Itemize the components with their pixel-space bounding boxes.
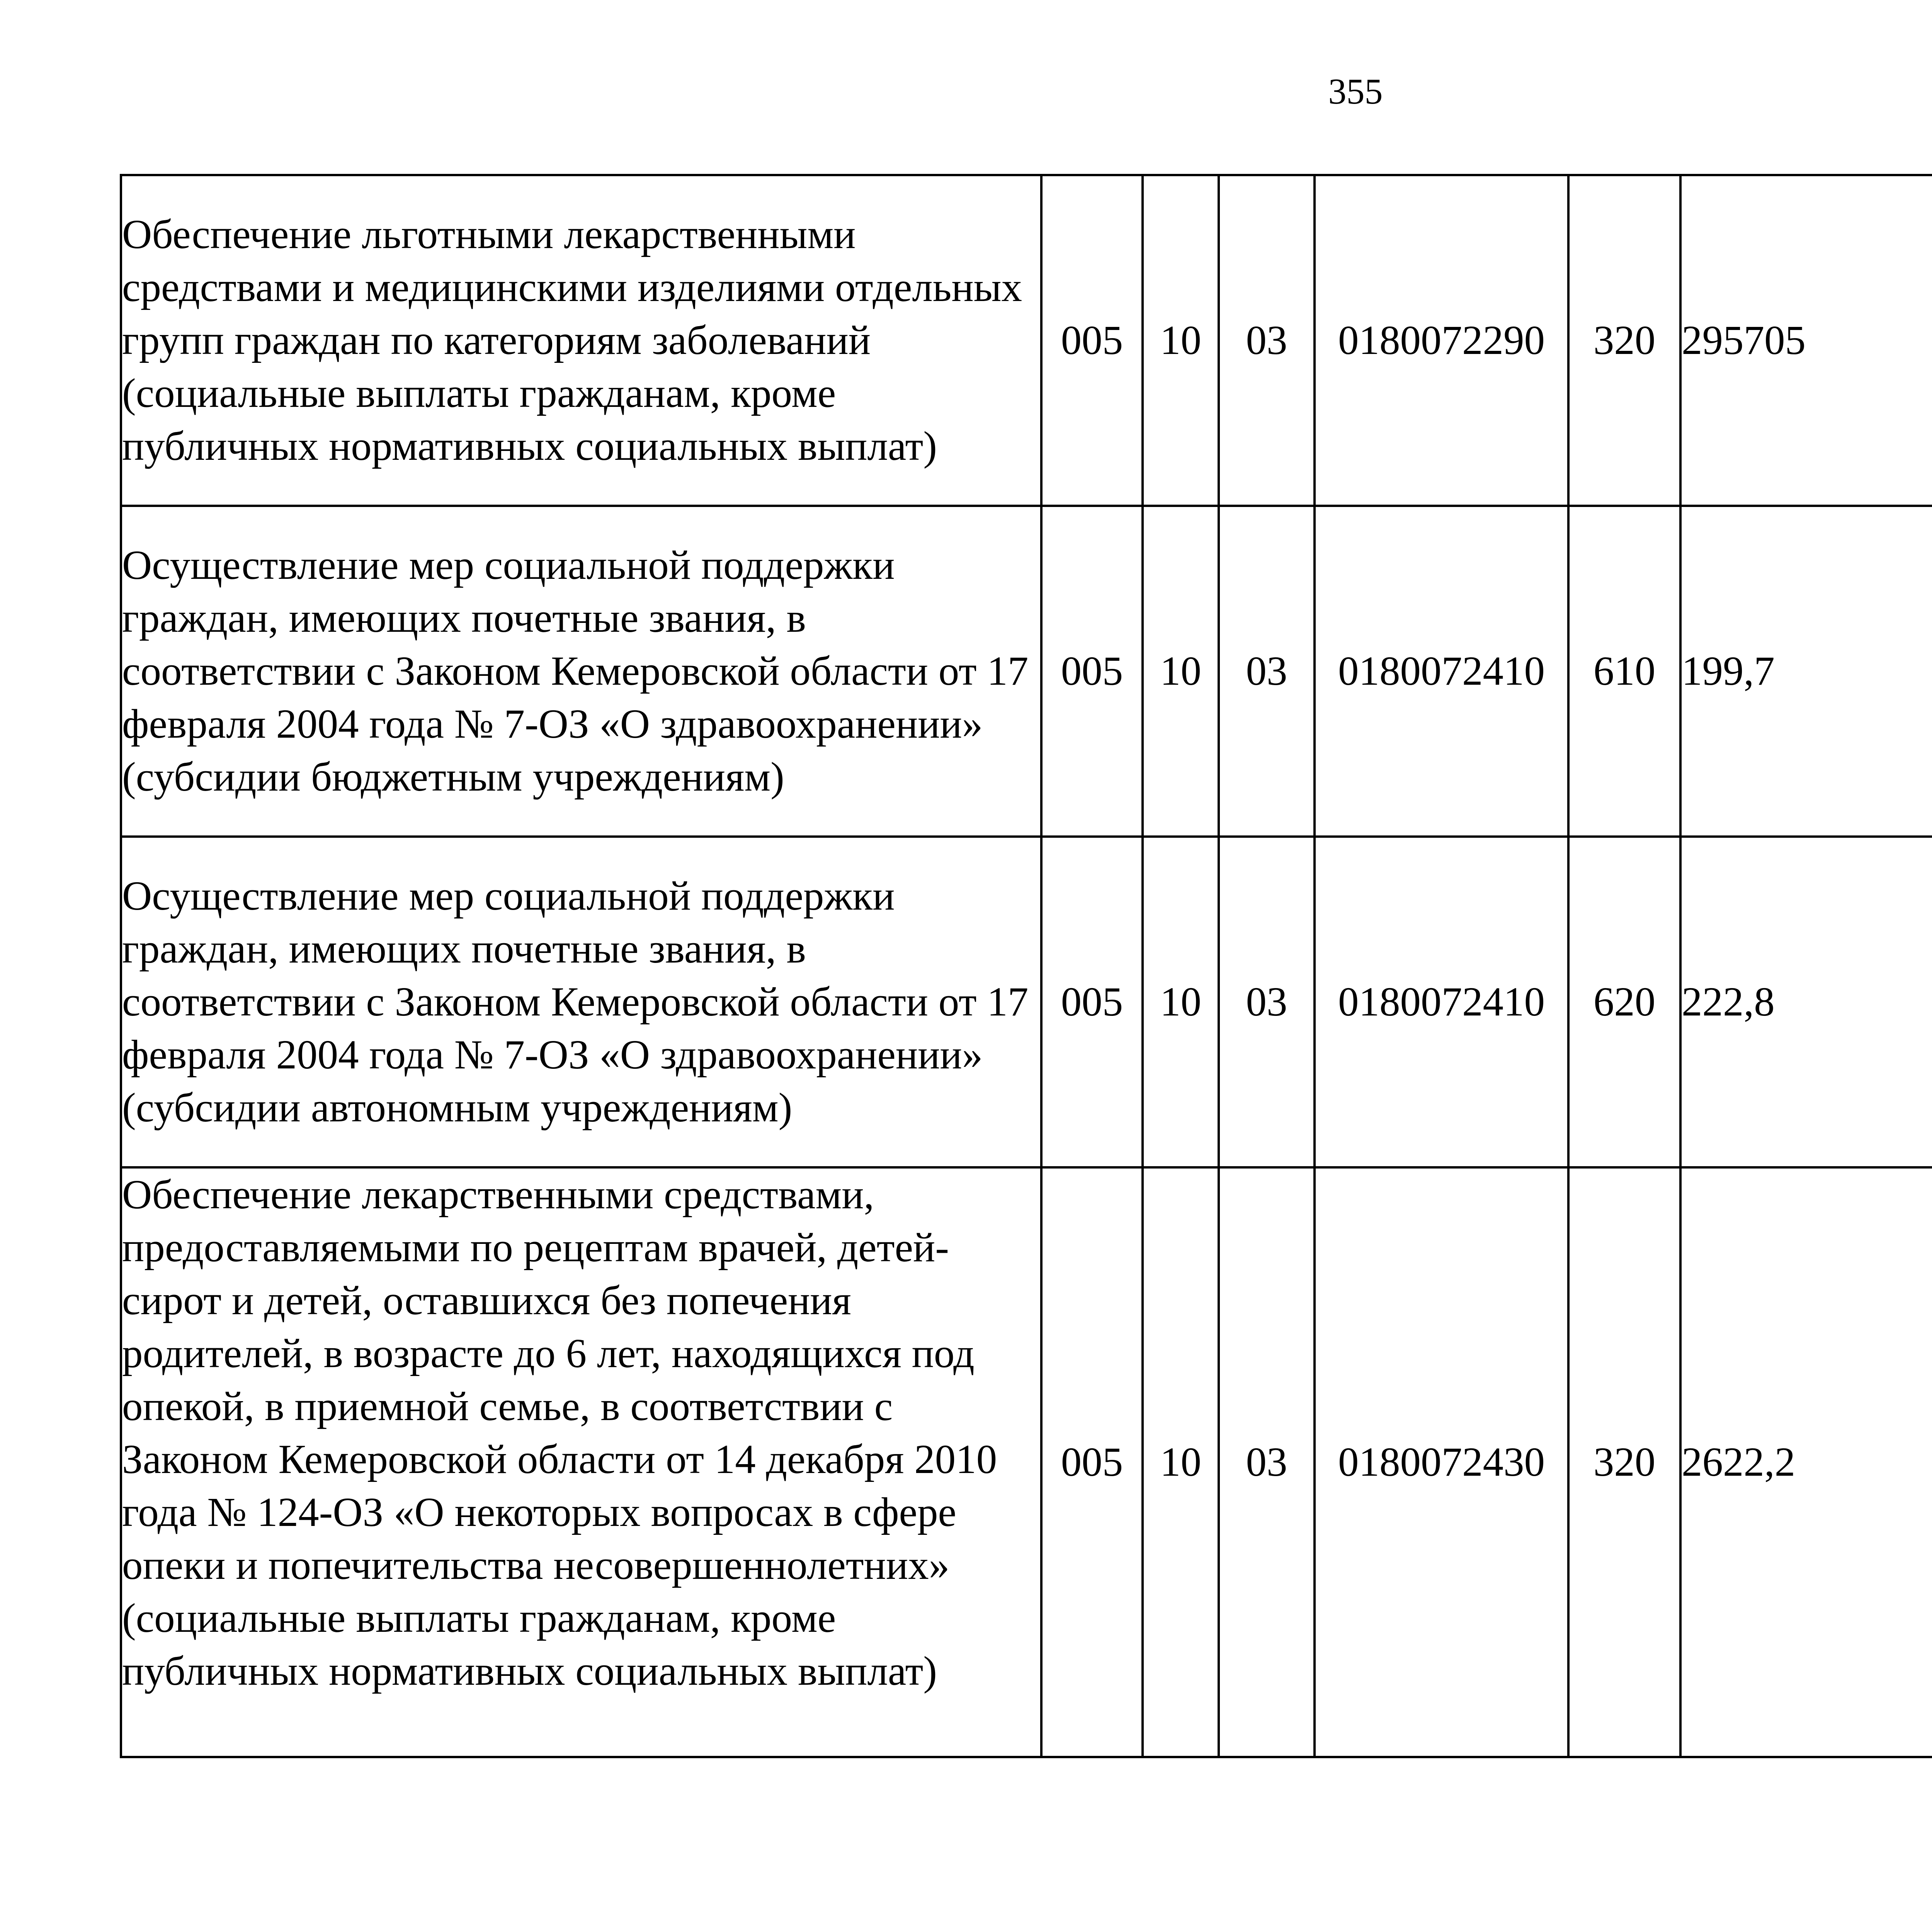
target-article-code: 0180072410 bbox=[1315, 506, 1568, 837]
expense-description: Обеспечение льготными лекарственными средствами и медицинскими изделиями отдельных групп граждан по категориям заболеваний (социальные выплаты гражданам, кроме публичных нормативных социальных выплат) bbox=[121, 175, 1041, 506]
expense-type-code: 320 bbox=[1568, 175, 1680, 506]
table-row bbox=[121, 837, 1932, 1167]
amount-year-1: 199,7 bbox=[1680, 506, 1932, 837]
ministry-code: 005 bbox=[1041, 837, 1143, 1167]
expense-description: Осуществление мер социальной поддержки граждан, имеющих почетные звания, в соответствии с Законом Кемеровской области от 17 февраля 2004 года № 7-ОЗ «О здравоохранении» (субсидии бюджетным учреждениям) bbox=[121, 506, 1041, 837]
target-article-code: 0180072430 bbox=[1315, 1167, 1568, 1757]
table-row bbox=[121, 175, 1932, 506]
section-code: 10 bbox=[1143, 837, 1219, 1167]
ministry-code: 005 bbox=[1041, 506, 1143, 837]
expense-description: Осуществление мер социальной поддержки граждан, имеющих почетные звания, в соответствии с Законом Кемеровской области от 17 февраля 2004 года № 7-ОЗ «О здравоохранении» (субсидии автономным учреждениям) bbox=[121, 837, 1041, 1167]
expense-type-code: 610 bbox=[1568, 506, 1680, 837]
amount-year-1: 2622,2 bbox=[1680, 1167, 1932, 1757]
section-code: 10 bbox=[1143, 1167, 1219, 1757]
ministry-code: 005 bbox=[1041, 175, 1143, 506]
expense-description: Обеспечение лекарственными средствами, предоставляемыми по рецептам врачей, детей-сирот и детей, оставшихся без попечения родителей, в возрасте до 6 лет, находящихся под опекой, в приемной семье, в соответствии с Законом Кемеровской области от 14 декабря 2010 года № 124-ОЗ «О некоторых вопросах в сфере опеки и попечительства несовершеннолетних» (социальные выплаты гражданам, кроме публичных нормативных социальных выплат) bbox=[121, 1167, 1041, 1757]
expense-type-code: 320 bbox=[1568, 1167, 1680, 1757]
subsection-code: 03 bbox=[1219, 1167, 1315, 1757]
ministry-code: 005 bbox=[1041, 1167, 1143, 1757]
table-row bbox=[121, 506, 1932, 837]
section-code: 10 bbox=[1143, 175, 1219, 506]
amount-year-1: 295705 bbox=[1680, 175, 1932, 506]
page-number: 355 bbox=[1328, 71, 1383, 112]
target-article-code: 0180072290 bbox=[1315, 175, 1568, 506]
subsection-code: 03 bbox=[1219, 175, 1315, 506]
budget-table bbox=[120, 174, 1932, 1758]
subsection-code: 03 bbox=[1219, 506, 1315, 837]
subsection-code: 03 bbox=[1219, 837, 1315, 1167]
expense-type-code: 620 bbox=[1568, 837, 1680, 1167]
table-row bbox=[121, 1167, 1932, 1757]
section-code: 10 bbox=[1143, 506, 1219, 837]
amount-year-1: 222,8 bbox=[1680, 837, 1932, 1167]
target-article-code: 0180072410 bbox=[1315, 837, 1568, 1167]
